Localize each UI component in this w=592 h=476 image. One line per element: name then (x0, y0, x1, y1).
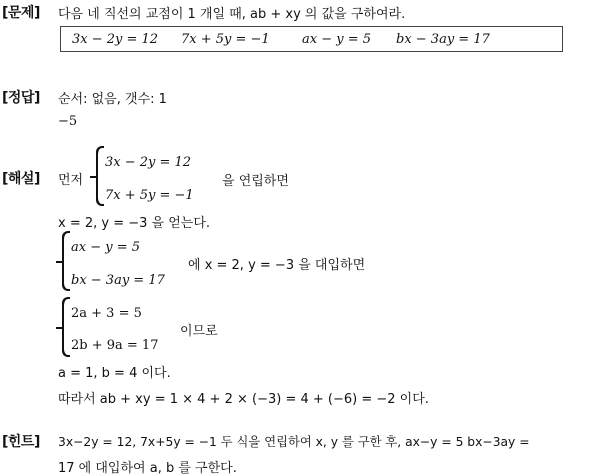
system-2-eq-1: ax − y = 5 (71, 240, 141, 255)
system-3-suffix: 이므로 (180, 324, 218, 339)
solution-result-2: a = 1, b = 4 이다. (58, 366, 171, 381)
system-2-brace (62, 233, 70, 289)
system-1-eq-2: 7x + 5y = −1 (105, 188, 194, 203)
system-3-eq-1: 2a + 3 = 5 (71, 306, 142, 321)
system-1-eq-1: 3x − 2y = 12 (105, 155, 192, 170)
system-2-suffix: 에 x = 2, y = −3 을 대입하면 (188, 258, 366, 273)
equation-4: bx − 3ay = 17 (396, 32, 490, 47)
equation-1: 3x − 2y = 12 (72, 32, 159, 47)
system-3-eq-2: 2b + 9a = 17 (71, 338, 159, 353)
system-2-eq-2: bx − 3ay = 17 (71, 273, 165, 288)
hint-line-1: 3x−2y = 12, 7x+5y = −1 두 식을 연립하여 x, y 를 구한 후, ax−y = 5 bx−3ay = (58, 435, 530, 449)
problem-text: 다음 네 직선의 교점이 1 개일 때, ab + xy 의 값을 구하여라. (58, 7, 406, 22)
hint-line-2: 17 에 대입하여 a, b 를 구한다. (58, 461, 237, 476)
answer-line-1: 순서: 없음, 갯수: 1 (58, 92, 167, 107)
hint-label: [힌트] (2, 434, 40, 450)
equations-box (60, 26, 563, 52)
solution-intro: 먼저 (58, 173, 84, 188)
system-1-suffix: 을 연립하면 (222, 174, 289, 189)
equation-2: 7x + 5y = −1 (181, 32, 270, 47)
answer-label: [정답] (2, 90, 40, 106)
equation-3: ax − y = 5 (302, 32, 372, 47)
answer-line-2: −5 (58, 114, 78, 129)
solution-final: 따라서 ab + xy = 1 × 4 + 2 × (−3) = 4 + (−6) = −2 이다. (58, 392, 429, 407)
solution-label: [해설] (2, 171, 40, 187)
system-3-brace (62, 299, 70, 355)
problem-label: [문제] (2, 5, 40, 21)
system-1-brace (96, 148, 104, 204)
solution-result-1: x = 2, y = −3 을 얻는다. (58, 216, 211, 231)
